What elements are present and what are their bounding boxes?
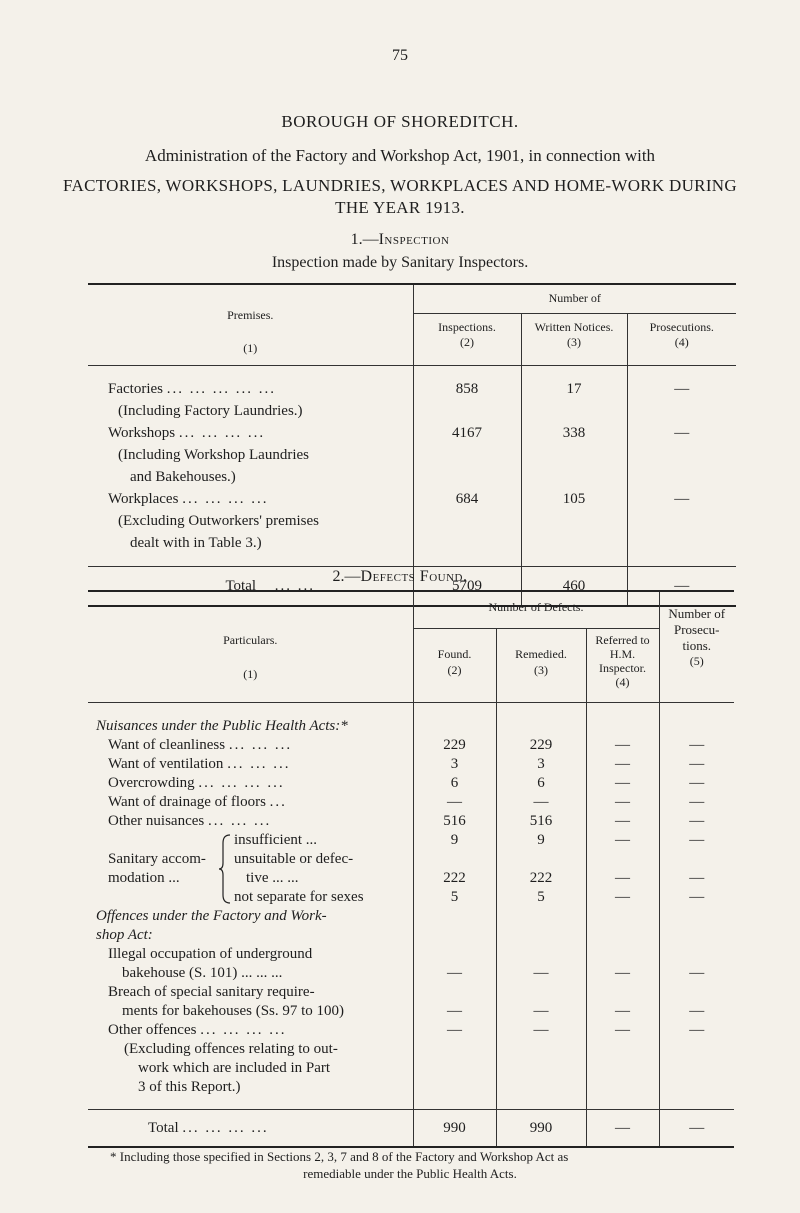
section-1-number: 1.— — [350, 231, 379, 248]
inspections-col: 858 4167 684 — [413, 366, 521, 567]
main-heading: FACTORIES, WORKSHOPS, LAUNDRIES, WORKPLACES AND HOME-WORK DURING THE YEAR 1913. — [63, 176, 737, 217]
total-inspections: 5709 — [413, 567, 521, 607]
total-remedied: 990 — [496, 1110, 586, 1148]
prosecutions-header: Number of Prosecu- tions. (5) — [659, 591, 734, 703]
inspection-table — [88, 283, 736, 607]
excluding-note: (Excluding offences relating to out- work which are included in Part 3 of this Report.) — [124, 1041, 338, 1095]
total-referred: — — [586, 1110, 659, 1148]
remedied-header: Remedied. (3) — [496, 629, 586, 703]
number-of-header: Number of — [413, 284, 736, 314]
table-row: Illegal occupation of underground bakehouse (S. 101) ... ... ... — — — — — [88, 945, 734, 983]
referred-header: Referred to H.M. Inspector. (4) — [586, 629, 659, 703]
found-header: Found. (2) — [413, 629, 496, 703]
footnote — [110, 1148, 710, 1182]
section-1-label: Inspection — [378, 231, 450, 248]
footnote-line-1: * Including those specified in Sections 2, 3, 7 and 8 of the Factory and Workshop Act as — [110, 1149, 569, 1164]
total-row: Total ... ... ... ... 990 990 — — — [88, 1110, 734, 1148]
table-row: Want of drainage of floors ... — — — — — [88, 793, 734, 812]
total-prosecutions: — — [627, 567, 736, 607]
total-row-label: Total ... ... — [88, 567, 413, 607]
borough-title: BOROUGH OF SHOREDITCH. — [281, 112, 519, 131]
section-2-number: 2.— — [332, 568, 361, 585]
particulars-header: Particulars. — [223, 633, 278, 647]
brace-icon — [218, 833, 232, 905]
table-row: Other offences ... ... ... ... — — — — — [88, 1021, 734, 1040]
total-prosecutions: — — [659, 1110, 734, 1148]
particulars-header-cell — [88, 591, 413, 703]
premises-header: Premises. — [227, 308, 274, 322]
section-2-label: Defects Found. — [360, 568, 468, 585]
written-notices-header: Written Notices. (3) — [521, 314, 627, 366]
table-row: Breach of special sanitary require- ments for bakehouses (Ss. 97 to 100) — — — — — [88, 983, 734, 1021]
footnote-line-2: remediable under the Public Health Acts. — [303, 1166, 517, 1181]
premises-header-cell — [88, 284, 413, 366]
total-notices: 460 — [521, 567, 627, 607]
section-1-title — [0, 231, 800, 249]
offences-heading: Offences under the Factory and Work- shop Act: — [96, 908, 327, 943]
number-of-defects-header: Number of Defects. — [413, 591, 659, 629]
prosecutions-header: Prosecutions. (4) — [627, 314, 736, 366]
section-1-subtitle: Inspection made by Sanitary Inspectors. — [271, 254, 529, 271]
section-2-title — [0, 568, 800, 586]
table-row: Want of cleanliness ... ... ... 229 229 — — — [88, 736, 734, 755]
table-row: Factories ... ... ... ... ... (Including Factory Laundries.) Workshops ... ... ... ... (Including Workshop Laundries and Bakehouses.) Workplaces ... ... ... ... (Excluding Outworkers' premises dealt with in Table 3.) — [88, 366, 413, 567]
col1-number: (1) — [243, 667, 258, 681]
col1-number: (1) — [243, 341, 258, 355]
sanitary-group: Sanitary accom- modation ... insufficient ... unsuitable or defec- tive ... ... not separate for sexes 9 222 5 9 222 5 — — — — — — — [88, 831, 734, 907]
notices-col: 17 338 105 — [521, 366, 627, 567]
admin-line: Administration of the Factory and Workshop Act, 1901, in connection with — [144, 146, 656, 165]
prosecutions-col: — — — — [627, 366, 736, 567]
defects-table — [88, 590, 734, 1148]
table-row: Overcrowding ... ... ... ... 6 6 — — — [88, 774, 734, 793]
inspections-header: Inspections. (2) — [413, 314, 521, 366]
page-number: 75 — [392, 47, 408, 64]
nuisances-heading: Nuisances under the Public Health Acts:* — [88, 703, 413, 737]
sanitary-label: Sanitary accom- — [108, 851, 206, 867]
table-row: Want of ventilation ... ... ... 3 3 — — — [88, 755, 734, 774]
total-found: 990 — [413, 1110, 496, 1148]
table-row: Other nuisances ... ... ... 516 516 — — — [88, 812, 734, 831]
